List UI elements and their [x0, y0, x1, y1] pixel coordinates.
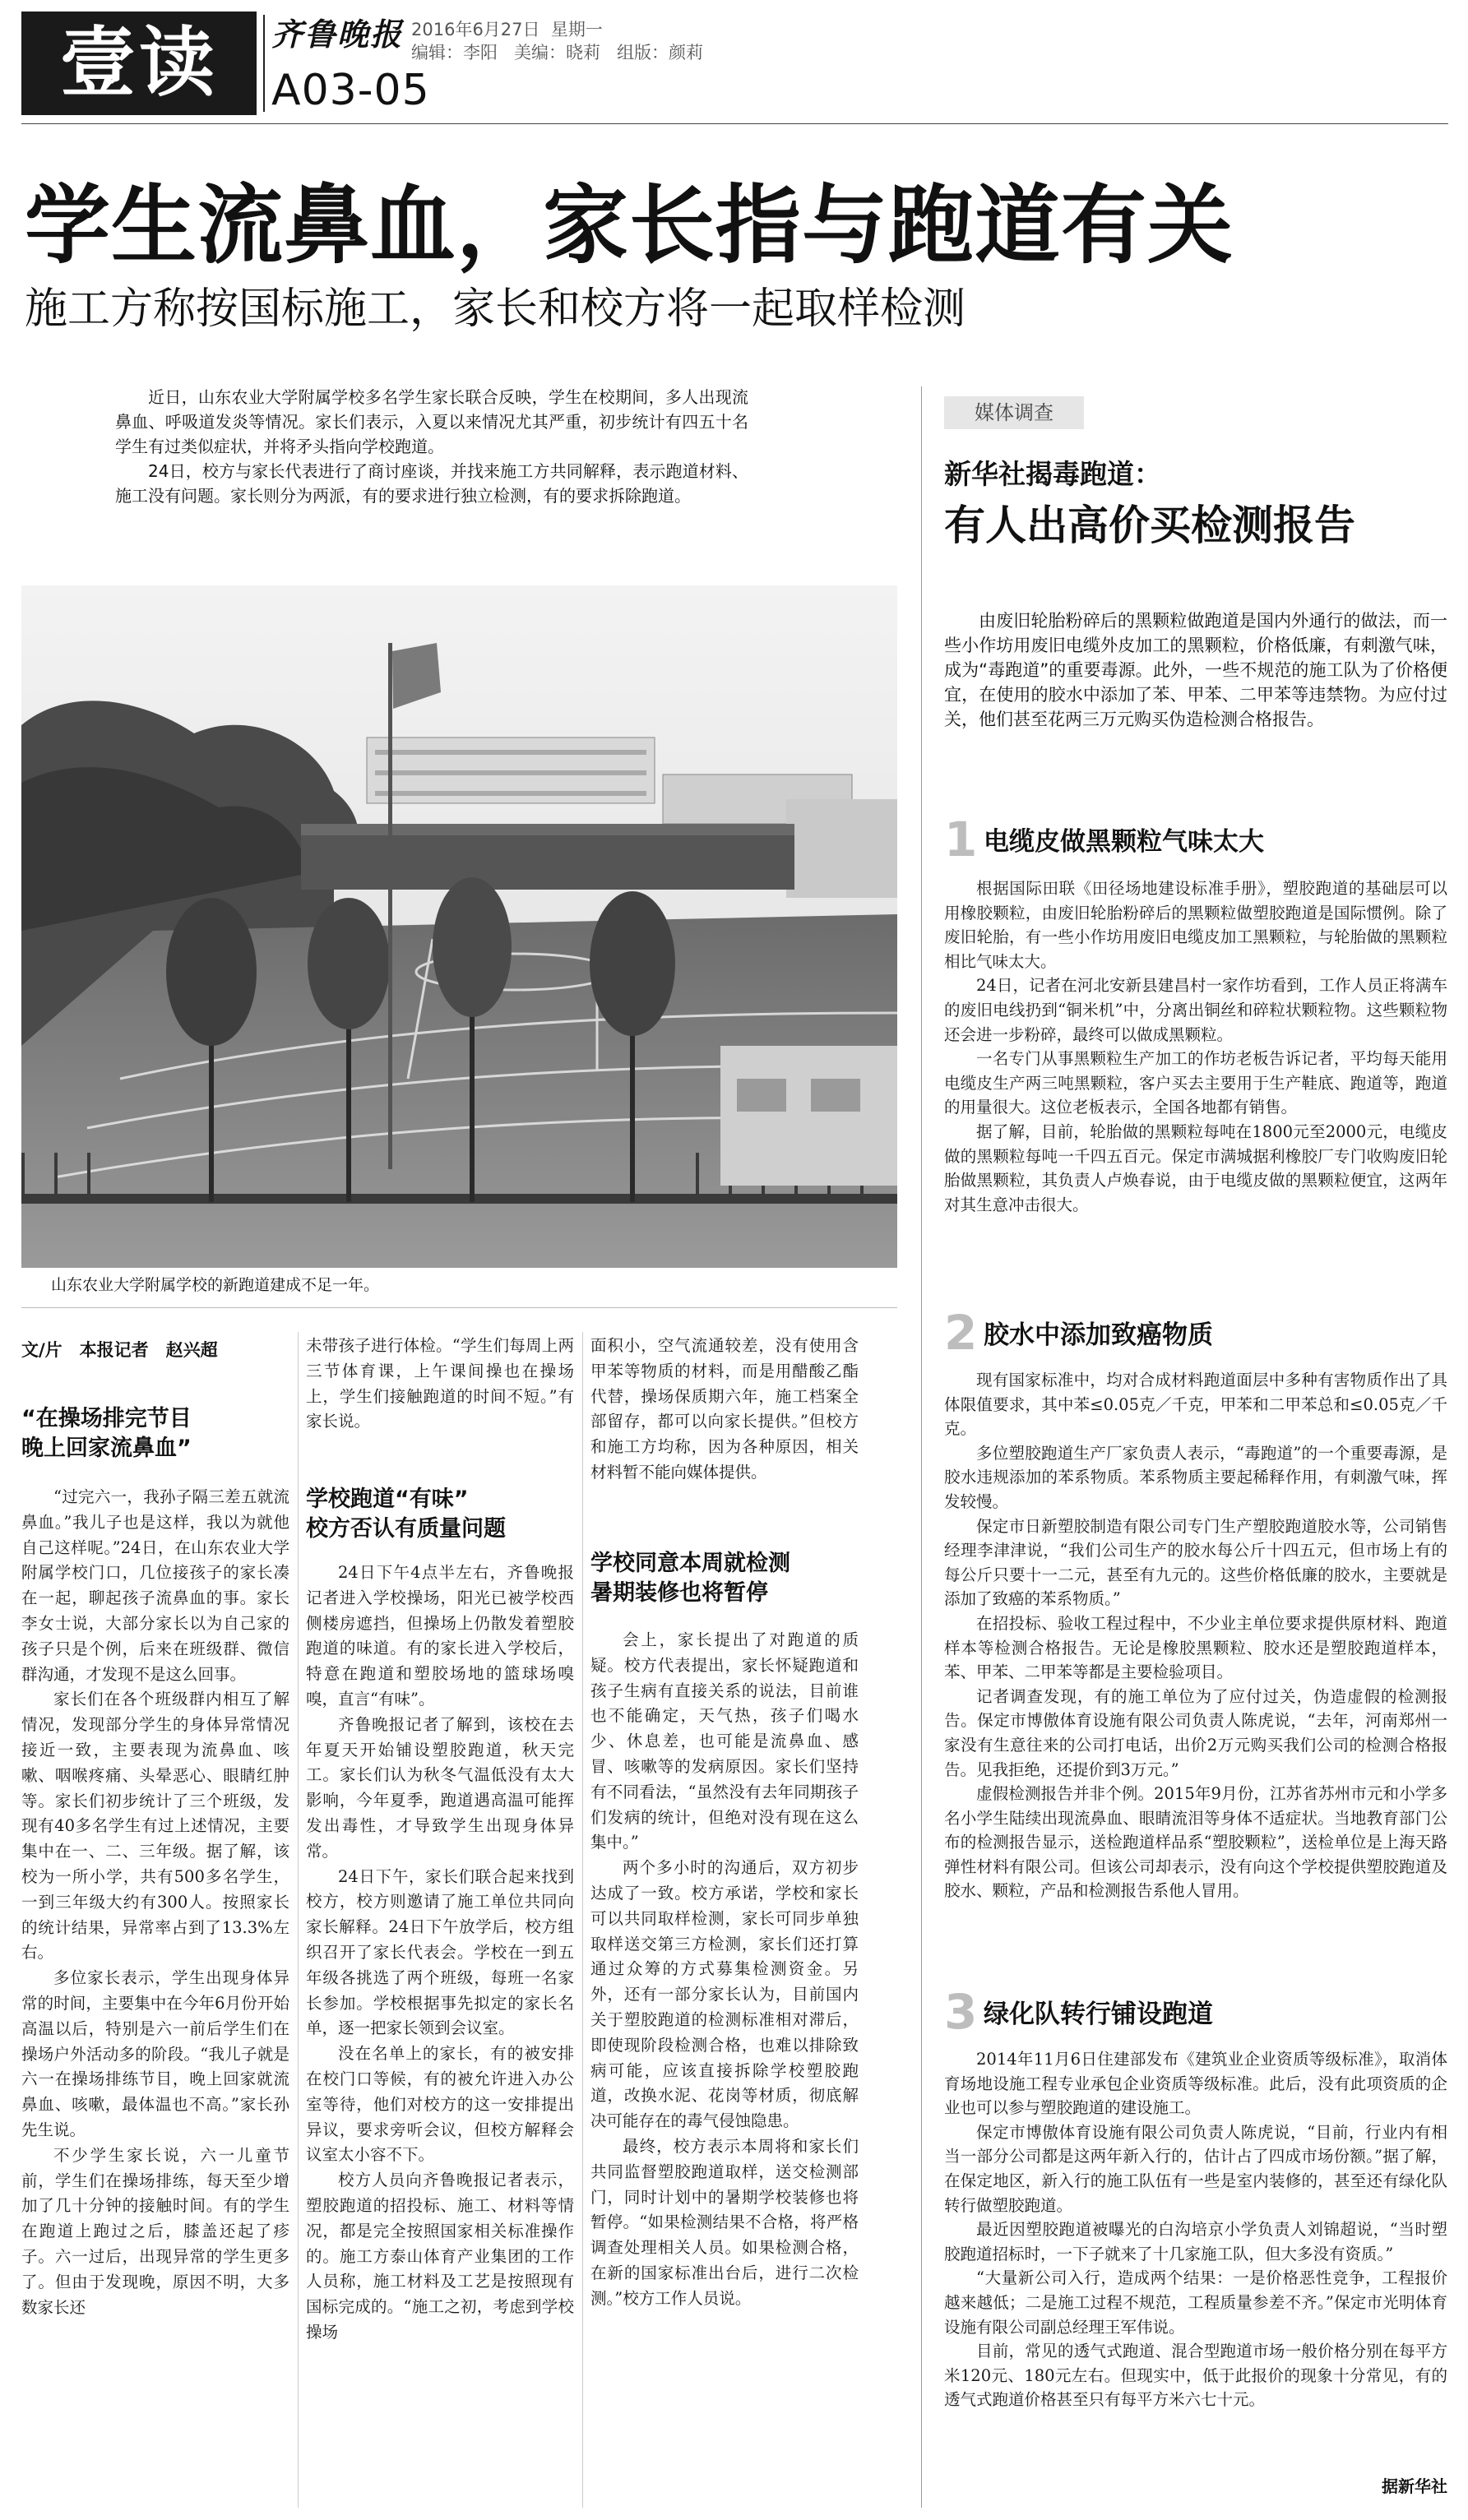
main-headline: 学生流鼻血，家长指与跑道有关 — [25, 175, 1234, 275]
article-subheading — [306, 1485, 577, 1544]
section-number-1: 1 — [944, 811, 978, 867]
article-column-2-top — [306, 1334, 574, 1435]
sidebar-section-3-body — [944, 2047, 1447, 2412]
sidebar-paragraph: 根据国际田联《田径场地建设标准手册》，塑胶跑道的基础层可以用橡胶颗粒，由废旧轮胎粉碎后的黑颗粒做塑胶跑道是国际惯例。除了废旧轮胎，有一些小作坊用废旧电缆皮加工黑颗粒，与轮胎做的黑颗粒相比气味太大。 — [944, 879, 1447, 971]
designer-credit: 美编：晓莉 — [514, 43, 601, 62]
masthead-staff-line — [411, 41, 703, 64]
section-title-1: 电缆皮做黑颗粒气味太大 — [984, 827, 1264, 857]
article-subheading — [590, 1549, 870, 1608]
article-subheading — [21, 1404, 293, 1463]
sidebar-section-1-body — [944, 876, 1447, 1217]
sidebar-paragraph: 保定市日新塑胶制造有限公司专门生产塑胶跑道胶水等，公司销售经理李津津说，“我们公司生产的胶水每公斤十四五元，但市场上有的每公斤只要十一二元，甚至有九元的。这些价格低廉的胶水，主要就是添加了致癌的苯系物质。” — [944, 1516, 1447, 1609]
sidebar-divider — [921, 386, 922, 2508]
subheading-line: 校方否认有质量问题 — [306, 1516, 506, 1542]
sidebar-paragraph: 据了解，目前，轮胎做的黑颗粒每吨在1800元至2000元，电缆皮做的黑颗粒每吨一千四五百元。保定市满城据利橡胶厂专门收购废旧轮胎做黑颗粒，其负责人卢焕春说，由于电缆皮做的黑颗粒便宜，这两年对其生意冲击很大。 — [944, 1121, 1447, 1214]
sidebar-paragraph: 多位塑胶跑道生产厂家负责人表示，“毒跑道”的一个重要毒源，是胶水违规添加的苯系物质。苯系物质主要起稀释作用，有刺激气味，挥发较慢。 — [944, 1443, 1447, 1511]
article-paragraph: “过完六一，我孙子隔三差五就流鼻血。”我儿子也是这样，我以为就他自己这样呢。”24日，在山东农业大学附属学校门口，几位接孩子的家长凑在一起，聊起孩子流鼻血的事。家长李女士说，大部分家长以为自己家的孩子只是个例，后来在班级群、微信群沟通，才发现不是这么回事。 — [21, 1487, 289, 1684]
section-logo: 壹读 — [21, 12, 257, 115]
article-paragraph: 家长们在各个班级群内相互了解情况，发现部分学生的身体异常情况接近一致，主要表现为流鼻血、咳嗽、咽喉疼痛、头晕恶心、眼睛红肿等。家长们初步统计了三个班级，发现有40多名学生有过上述情况，主要集中在一、二、三年级。据了解，该校为一所小学，共有500多名学生，一到三年级大约有300人。按照家长的统计结果，异常率占到了13.3%左右。 — [21, 1690, 289, 1963]
photo-caption: 山东农业大学附属学校的新跑道建成不足一年。 — [51, 1276, 380, 1294]
subheading-line: 晚上回家流鼻血” — [21, 1436, 192, 1461]
issue-weekday: 星期一 — [550, 20, 603, 39]
article-paragraph: 面积小，空气流通较差，没有使用含甲苯等物质的材料，而是用醋酸乙酯代替，操场保质期六年，施工档案全部留存，都可以向家长提供。”但校方和施工方均称，因为各种原因，相关材料暂不能向媒体提供。 — [590, 1336, 859, 1482]
subheading-line: 学校同意本周就检测 — [590, 1551, 790, 1576]
article-paragraph: 不少学生家长说，六一儿童节前，学生们在操场排练，每天至少增加了几十分钟的接触时间。有的学生在跑道上跑过之后，膝盖还起了疹子。六一过后，出现异常的学生更多了。但由于发现晚，原因不明，大多数家长还 — [21, 2145, 289, 2317]
subheading-line: 学校跑道“有味” — [306, 1487, 469, 1512]
section-title-3: 绿化队转行铺设跑道 — [984, 2000, 1213, 2029]
article-paragraph: 会上，家长提出了对跑道的质疑。校方代表提出，家长怀疑跑道和孩子生病有直接关系的说法，目前谁也不能确定，天气热，孩子们喝水少、休息差，也可能是流鼻血、感冒、咳嗽等的发病原因。家长们坚持有不同看法，“虽然没有去年同期孩子们发病的统计，但绝对没有现在这么集中。” — [590, 1630, 859, 1852]
article-paragraph: 未带孩子进行体检。“学生们每周上两三节体育课，上午课间操也在操场上，学生们接触跑道的时间不短。”有家长说。 — [306, 1336, 574, 1431]
sidebar-paragraph: 最近因塑胶跑道被曝光的白沟培京小学负责人刘锦超说，“当时塑胶跑道招标时，一下子就来了十几家施工队，但大多没有资质。” — [944, 2220, 1447, 2263]
sidebar-paragraph: 一名专门从事黑颗粒生产加工的作坊老板告诉记者，平均每天能用电缆皮生产两三吨黑颗粒，客户买去主要用于生产鞋底、跑道等，跑道的用量很大。这位老板表示，全国各地都有销售。 — [944, 1049, 1447, 1117]
article-paragraph: 最终，校方表示本周将和家长们共同监督塑胶跑道取样，送交检测部门，同时计划中的暑期学校装修也将暂停。“如果检测结果不合格，将严格调查处理相关人员。如果检测合格，在新的国家标准出台后，进行二次检测。”校方工作人员说。 — [590, 2136, 859, 2308]
lead-paragraph: 近日，山东农业大学附属学校多名学生家长联合反映，学生在校期间，多人出现流鼻血、呼吸道发炎等情况。家长们表示，入夏以来情况尤其严重，初步统计有四五十名学生有过类似症状，并将矛头指向学校跑道。 — [115, 387, 748, 456]
masthead-divider — [263, 15, 265, 112]
page-number: A03-05 — [271, 66, 430, 115]
sidebar-paragraph: “大量新公司入行，造成两个结果：一是价格恶性竞争，工程报价越来越低；二是施工过程不规范，工程质量参差不齐。”保定市光明体育设施有限公司副总经理王军伟说。 — [944, 2268, 1447, 2337]
sidebar-tag: 媒体调查 — [944, 396, 1084, 429]
school-track-photo — [21, 585, 897, 1268]
section-title-2: 胶水中添加致癌物质 — [984, 1320, 1213, 1350]
sidebar-kicker: 新华社揭毒跑道： — [944, 458, 1161, 490]
lead-paragraph: 24日，校方与家长代表进行了商讨座谈，并找来施工方共同解释，表示跑道材料、施工没有问题。家长则分为两派，有的要求进行独立检测，有的要求拆除跑道。 — [115, 461, 748, 506]
issue-date: 2016年6月27日 — [411, 20, 540, 39]
sub-headline: 施工方称按国标施工，家长和校方将一起取样检测 — [25, 284, 966, 334]
subheading-line: 暑期装修也将暂停 — [590, 1580, 768, 1606]
lead-paragraphs — [115, 385, 748, 508]
sidebar-intro — [944, 608, 1447, 732]
sidebar-paragraph: 2014年11月6日住建部发布《建筑业企业资质等级标准》，取消体育场地设施工程专业承包企业资质等级标准。此后，没有此项资质的企业也可以参与塑胶跑道的建设施工。 — [944, 2050, 1447, 2118]
article-column-3-top — [590, 1334, 859, 1486]
article-paragraph: 24日下午，家长们联合起来找到校方，校方则邀请了施工单位共同向家长解释。24日下午放学后，校方组织召开了家长代表会。学校在一到五年级各挑选了两个班级，每班一名家长参加。学校根据事先拟定的家长名单，逐一把家长领到会议室。 — [306, 1866, 574, 2038]
paper-logo: 齐鲁晚报 — [271, 16, 404, 53]
proof-credit: 组版：颜莉 — [617, 43, 704, 62]
section-number-2: 2 — [944, 1305, 978, 1361]
sidebar-paragraph: 现有国家标准中，均对合成材料跑道面层中多种有害物质作出了具体限值要求，其中苯≤0.05克／千克，甲苯和二甲苯总和≤0.05克／千克。 — [944, 1371, 1447, 1439]
editor-credit: 编辑：李阳 — [411, 43, 498, 62]
subheading-line: “在操场排完节目 — [21, 1406, 192, 1431]
sidebar-intro-paragraph: 由废旧轮胎粉碎后的黑颗粒做跑道是国内外通行的做法，而一些小作坊用废旧电缆外皮加工的黑颗粒，价格低廉，有刺激气味，成为“毒跑道”的重要毒源。此外，一些不规范的施工队为了价格便宜，在使用的胶水中添加了苯、甲苯、二甲苯等违禁物。为应付过关，他们甚至花两三万元购买伪造检测合格报告。 — [944, 611, 1447, 729]
sidebar-paragraph: 记者调查发现，有的施工单位为了应付过关，伪造虚假的检测报告。保定市博傲体育设施有限公司负责人陈虎说，“去年，河南郑州一家没有生意往来的公司打电话，出价2万元购买我们公司的检测合格报告。见我拒绝，还提价到3万元。” — [944, 1686, 1447, 1779]
byline: 文/片 本报记者 赵兴超 — [21, 1340, 218, 1360]
section-number-3: 3 — [944, 1984, 978, 2040]
sidebar-paragraph: 保定市博傲体育设施有限公司负责人陈虎说，“目前，行业内有相当一部分公司都是这两年新入行的，估计占了四成市场份额。”据了解，在保定地区，新入行的施工队伍有一些是室内装修的，甚至还有绿化队转行做塑胶跑道。 — [944, 2122, 1447, 2215]
sidebar-paragraph: 24日，记者在河北安新县建昌村一家作坊看到，工作人员正将满车的废旧电线扔到“铜米机”中，分离出铜丝和碎粒状颗粒物。这些颗粒物还会进一步粉碎，最终可以做成黑颗粒。 — [944, 976, 1447, 1044]
sidebar-title: 有人出高价买检测报告 — [944, 502, 1355, 549]
sidebar-paragraph: 在招投标、验收工程过程中，不少业主单位要求提供原材料、跑道样本等检测合格报告。无论是橡胶黑颗粒、胶水还是塑胶跑道样本，苯、甲苯、二甲苯等都是主要检验项目。 — [944, 1613, 1447, 1682]
column-divider — [298, 1332, 299, 2508]
source-credit: 据新华社 — [1382, 2476, 1447, 2496]
article-paragraph: 齐鲁晚报记者了解到，该校在去年夏天开始铺设塑胶跑道，秋天完工。家长们认为秋冬气温低没有太大影响，今年夏季，跑道遇高温可能挥发出毒性，才导致学生出现身体异常。 — [306, 1714, 574, 1861]
article-paragraph: 24日下午4点半左右，齐鲁晚报记者进入学校操场，阳光已被学校西侧楼房遮挡，但操场上仍散发着塑胶跑道的味道。有的家长进入学校后，特意在跑道和塑胶场地的篮球场嗅嗅，直言“有味”。 — [306, 1563, 574, 1709]
photo-illustration — [21, 585, 897, 1268]
article-column-3 — [590, 1628, 859, 2312]
sidebar-section-2-body — [944, 1368, 1447, 1903]
article-paragraph: 两个多小时的沟通后，双方初步达成了一致。校方承诺，学校和家长可以共同取样检测，家长可同步单独取样送交第三方检测，家长们还打算通过众筹的方式募集检测资金。另外，还有一部分家长认为，目前国内关于塑胶跑道的检测标准相对滞后，即使现阶段检测合格，也难以排除致病可能，应该直接拆除学校塑胶跑道，改换水泥、花岗等材质，彻底解决可能存在的毒气侵蚀隐患。 — [590, 1858, 859, 2131]
masthead-date-line — [411, 18, 603, 41]
sidebar-paragraph: 虚假检测报告并非个例。2015年9月份，江苏省苏州市元和小学多名小学生陆续出现流鼻血、眼睛流泪等身体不适症状。当地教育部门公布的检测报告显示，送检跑道样品系“塑胶颗粒”，送检单位是上海天路弹性材料有限公司。但该公司却表示，没有向这个学校提供塑胶跑道及胶水、颗粒，产品和检测报告系他人冒用。 — [944, 1784, 1447, 1901]
masthead-rule — [21, 123, 1448, 124]
column-divider — [582, 1332, 583, 2508]
photo-rule — [21, 1307, 897, 1308]
sidebar-paragraph: 目前，常见的透气式跑道、混合型跑道市场一般价格分别在每平方米120元、180元左右。但现实中，低于此报价的现象十分常见，有的透气式跑道价格甚至只有每平方米六七十元。 — [944, 2342, 1447, 2410]
article-paragraph: 没在名单上的家长，有的被安排在校门口等候，有的被允许进入办公室等待，他们对校方的这一安排提出异议，要求旁听会议，但校方解释会议室太小容不下。 — [306, 2044, 574, 2165]
article-column-1 — [21, 1485, 289, 2320]
article-paragraph: 多位家长表示，学生出现身体异常的时间，主要集中在今年6月份开始高温以后，特别是六一前后学生们在操场户外活动多的阶段。“我儿子就是六一在操场排练节目，晚上回家就流鼻血、咳嗽，最体温也不高。”家长孙先生说。 — [21, 1968, 289, 2139]
article-column-2 — [306, 1561, 574, 2346]
article-paragraph: 校方人员向齐鲁晚报记者表示，塑胶跑道的招投标、施工、材料等情况，都是完全按照国家相关标准操作的。施工方泰山体育产业集团的工作人员称，施工材料及工艺是按照现有国标完成的。“施工之初，考虑到学校操场 — [306, 2171, 574, 2342]
